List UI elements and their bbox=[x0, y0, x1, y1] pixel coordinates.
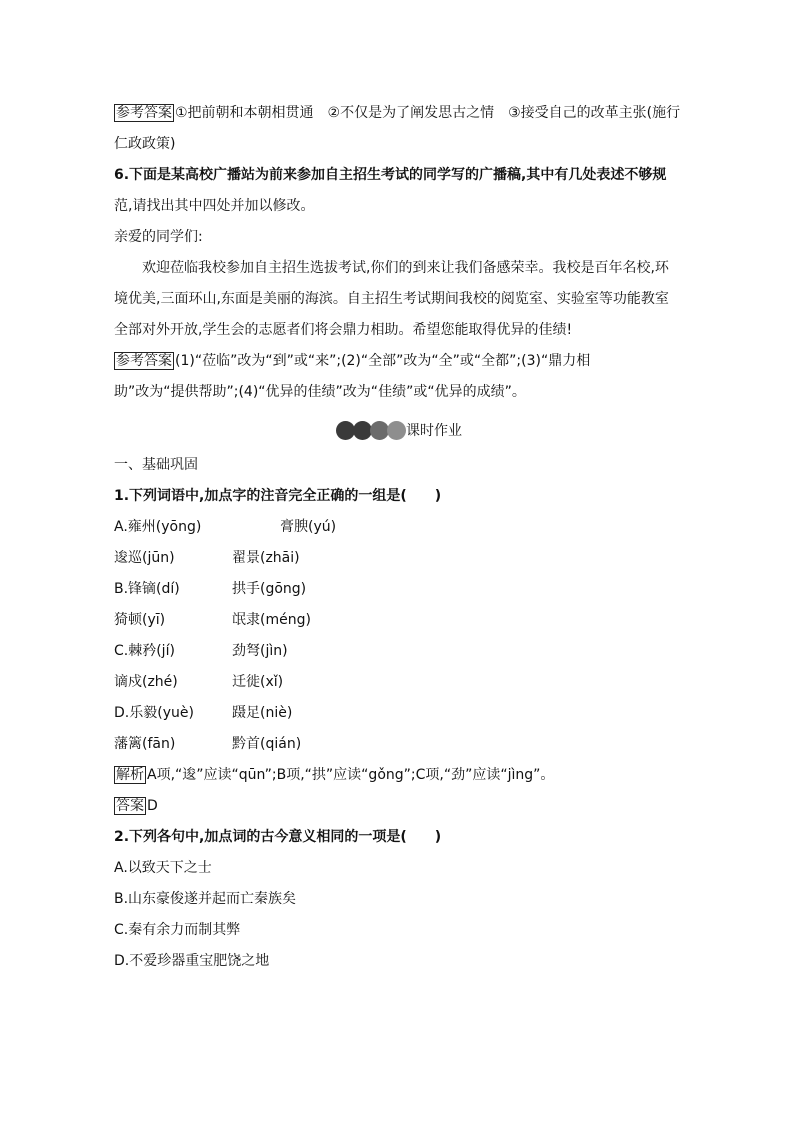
q6-stem-line-2: 范,请找出其中四处并加以修改。 bbox=[114, 198, 315, 214]
q1-option-row bbox=[114, 636, 684, 667]
q2-option-d: D.不爱珍器重宝肥饶之地 bbox=[114, 953, 270, 969]
q1-stem-text: 1.下列词语中,加点字的注音完全正确的一组是( ) bbox=[114, 488, 442, 504]
document-page bbox=[114, 98, 684, 977]
q1-option-b1: B.锋镝(dí) bbox=[114, 581, 180, 597]
q1-option-c1: C.棘矜(jí) bbox=[114, 643, 175, 659]
q1-option-row bbox=[114, 698, 684, 729]
q6-answer-line-1 bbox=[114, 346, 684, 377]
q1-option-c4: 迁徙(xǐ) bbox=[232, 674, 284, 690]
q1-stem bbox=[114, 481, 684, 512]
q1-option-row bbox=[114, 605, 684, 636]
section-title-text: 课时作业 bbox=[406, 423, 462, 439]
answer-label-box: 参考答案 bbox=[116, 105, 172, 121]
q6-body-line-2: 境优美,三面环山,东面是美丽的海滨。自主招生考试期间我校的阅览室、实验室等功能教室 bbox=[114, 291, 669, 307]
q5-answer-line-1 bbox=[114, 98, 684, 129]
q1-option-c2: 劲弩(jìn) bbox=[232, 643, 288, 659]
q1-option-row bbox=[114, 729, 684, 760]
q1-option-d2: 蹑足(niè) bbox=[232, 705, 293, 721]
q5-answer-line-2: 仁政政策) bbox=[114, 136, 176, 152]
q2-option-c: C.秦有余力而制其弊 bbox=[114, 922, 241, 938]
section-dots-icon bbox=[336, 421, 404, 440]
q1-option-row bbox=[114, 512, 684, 543]
q6-stem-1: 6.下面是某高校广播站为前来参加自主招生考试的同学写的广播稿,其中有几处表述不够规 bbox=[114, 167, 667, 183]
q2-stem-text: 2.下列各句中,加点词的古今意义相同的一项是( ) bbox=[114, 829, 442, 845]
dot-icon bbox=[387, 421, 406, 440]
q1-option-a4: 翟景(zhāi) bbox=[232, 550, 300, 566]
q6-answer-text-1: (1)“莅临”改为“到”或“来”;(2)“全部”改为“全”或“全都”;(3)“鼎力相 bbox=[175, 353, 591, 369]
q1-option-a1: A.雍州(yōng) bbox=[114, 519, 202, 535]
q2-stem bbox=[114, 822, 684, 853]
q1-option-d3: 藩篱(fān) bbox=[114, 736, 176, 752]
q1-option-a2: 膏腴(yú) bbox=[280, 519, 337, 535]
q1-option-a3: 逡巡(jūn) bbox=[114, 550, 175, 566]
q1-option-b3: 猗顿(yī) bbox=[114, 612, 166, 628]
q1-option-row bbox=[114, 574, 684, 605]
q1-option-row bbox=[114, 543, 684, 574]
q1-option-c3: 谪戍(zhé) bbox=[114, 674, 178, 690]
q6-greeting: 亲爱的同学们: bbox=[114, 229, 203, 245]
q1-analysis-text: A项,“逡”应读“qūn”;B项,“拱”应读“gǒng”;C项,“劲”应读“jìng”。 bbox=[147, 767, 555, 783]
q6-stem-line-1 bbox=[114, 160, 684, 191]
q6-answer-line-2: 助”改为“提供帮助”;(4)“优异的佳绩”改为“佳绩”或“优异的成绩”。 bbox=[114, 384, 526, 400]
answer-label-box: 参考答案 bbox=[116, 353, 172, 369]
q6-body-line-3: 全部对外开放,学生会的志愿者们将会鼎力相助。希望您能取得优异的佳绩! bbox=[114, 322, 573, 338]
q5-answer-text-1: ①把前朝和本朝相贯通 ②不仅是为了阐发思古之情 ③接受自己的改革主张(施行 bbox=[175, 105, 681, 121]
q1-option-b2: 拱手(gōng) bbox=[232, 581, 307, 597]
analysis-label-box: 解析 bbox=[116, 767, 144, 783]
q1-answer bbox=[114, 791, 684, 822]
section-title bbox=[114, 410, 684, 450]
answer-short-label-box: 答案 bbox=[116, 798, 144, 814]
q1-option-d4: 黔首(qián) bbox=[232, 736, 302, 752]
q1-option-b4: 氓隶(méng) bbox=[232, 612, 311, 628]
q2-option-a: A.以致天下之士 bbox=[114, 860, 212, 876]
q6-body-line-1: 欢迎莅临我校参加自主招生选拔考试,你们的到来让我们备感荣幸。我校是百年名校,环 bbox=[142, 260, 669, 276]
q1-option-row bbox=[114, 667, 684, 698]
q1-option-d1: D.乐毅(yuè) bbox=[114, 705, 194, 721]
q1-answer-text: D bbox=[147, 798, 158, 814]
part1-heading: 一、基础巩固 bbox=[114, 457, 198, 473]
q1-analysis bbox=[114, 760, 684, 791]
q2-option-b: B.山东豪俊遂并起而亡秦族矣 bbox=[114, 891, 297, 907]
